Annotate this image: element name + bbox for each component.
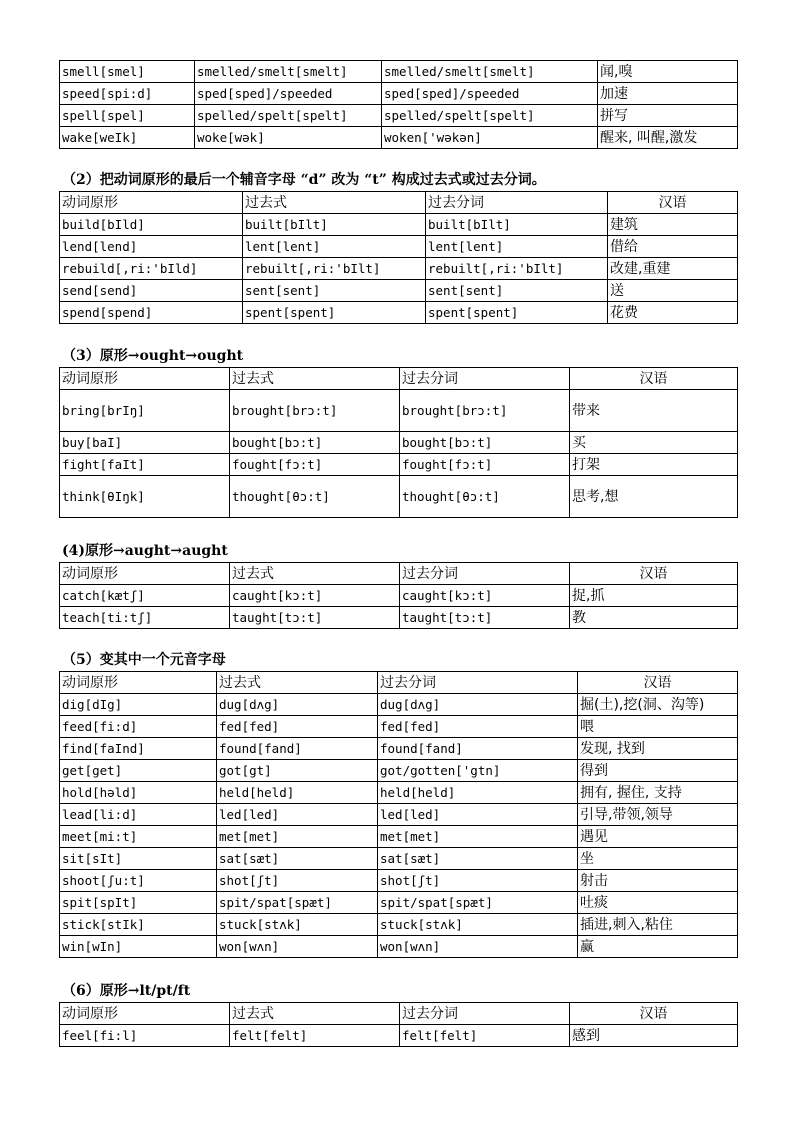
chinese-meaning-cell: 射击: [578, 870, 738, 892]
table-row: [60, 716, 738, 738]
column-header: 动词原形: [60, 1003, 230, 1025]
column-header: 动词原形: [60, 672, 217, 694]
table-row: [60, 585, 738, 607]
base-form-cell: meet[mi:t]: [60, 826, 217, 848]
past-tense-cell: sent[sent]: [243, 280, 426, 302]
table-row: [60, 892, 738, 914]
past-tense-cell: fought[fɔ:t]: [230, 454, 400, 476]
past-participle-cell: fought[fɔ:t]: [400, 454, 570, 476]
past-participle-cell: won[wʌn]: [378, 936, 578, 958]
base-form-cell: think[θIŋk]: [60, 476, 230, 518]
past-participle-cell: spit/spat[spæt]: [378, 892, 578, 914]
past-participle-cell: got/gotten['gtn]: [378, 760, 578, 782]
past-participle-cell: led[led]: [378, 804, 578, 826]
column-header: 动词原形: [60, 368, 230, 390]
chinese-meaning-cell: 得到: [578, 760, 738, 782]
table-row: [60, 280, 738, 302]
past-participle-cell: rebuilt[,ri:'bIlt]: [426, 258, 608, 280]
chinese-meaning-cell: 教: [570, 607, 738, 629]
past-participle-cell: smelled/smelt[smelt]: [382, 61, 598, 83]
column-header: 动词原形: [60, 563, 230, 585]
past-participle-cell: thought[θɔ:t]: [400, 476, 570, 518]
past-participle-cell: sped[sped]/speeded: [382, 83, 598, 105]
chinese-meaning-cell: 引导,带领,领导: [578, 804, 738, 826]
past-participle-cell: shot[ʃt]: [378, 870, 578, 892]
table-row: [60, 760, 738, 782]
past-tense-cell: spelled/spelt[spelt]: [195, 105, 382, 127]
base-form-cell: feed[fi:d]: [60, 716, 217, 738]
past-participle-cell: brought[brɔ:t]: [400, 390, 570, 432]
base-form-cell: bring[brIŋ]: [60, 390, 230, 432]
table-header-row: [60, 1003, 738, 1025]
past-tense-cell: taught[tɔ:t]: [230, 607, 400, 629]
table-row: [60, 127, 738, 149]
table-header-row: [60, 192, 738, 214]
base-form-cell: stick[stIk]: [60, 914, 217, 936]
base-form-cell: rebuild[,ri:'bIld]: [60, 258, 243, 280]
column-header: 过去分词: [400, 368, 570, 390]
column-header: 过去式: [230, 1003, 400, 1025]
table-row: [60, 848, 738, 870]
chinese-meaning-cell: 掘(土),挖(洞、沟等): [578, 694, 738, 716]
base-form-cell: sit[sIt]: [60, 848, 217, 870]
chinese-meaning-cell: 赢: [578, 936, 738, 958]
past-tense-cell: felt[felt]: [230, 1025, 400, 1047]
past-tense-cell: won[wʌn]: [217, 936, 378, 958]
base-form-cell: catch[kætʃ]: [60, 585, 230, 607]
chinese-meaning-cell: 建筑: [608, 214, 738, 236]
past-tense-cell: woke[wək]: [195, 127, 382, 149]
base-form-cell: wake[weIk]: [60, 127, 195, 149]
chinese-meaning-cell: 改建,重建: [608, 258, 738, 280]
past-tense-cell: got[gt]: [217, 760, 378, 782]
past-participle-cell: stuck[stʌk]: [378, 914, 578, 936]
table-row: [60, 302, 738, 324]
base-form-cell: shoot[ʃu:t]: [60, 870, 217, 892]
past-tense-cell: smelled/smelt[smelt]: [195, 61, 382, 83]
past-participle-cell: sent[sent]: [426, 280, 608, 302]
table-row: [60, 826, 738, 848]
table-row: [60, 694, 738, 716]
past-tense-cell: lent[lent]: [243, 236, 426, 258]
column-header: 汉语: [570, 1003, 738, 1025]
past-tense-cell: dug[dʌg]: [217, 694, 378, 716]
table-row: [60, 936, 738, 958]
base-form-cell: lend[lend]: [60, 236, 243, 258]
chinese-meaning-cell: 借给: [608, 236, 738, 258]
verb-table-d-to-t: [59, 191, 738, 324]
past-participle-cell: found[fand]: [378, 738, 578, 760]
chinese-meaning-cell: 喂: [578, 716, 738, 738]
past-tense-cell: built[bIlt]: [243, 214, 426, 236]
table-row: [60, 432, 738, 454]
chinese-meaning-cell: 插进,刺入,粘住: [578, 914, 738, 936]
chinese-meaning-cell: 感到: [570, 1025, 738, 1047]
table-row: [60, 258, 738, 280]
table-header-row: [60, 672, 738, 694]
past-participle-cell: spent[spent]: [426, 302, 608, 324]
verb-table-lt-pt-ft: [59, 1002, 738, 1047]
column-header: 过去式: [230, 368, 400, 390]
past-tense-cell: held[held]: [217, 782, 378, 804]
chinese-meaning-cell: 坐: [578, 848, 738, 870]
table-row: [60, 738, 738, 760]
table-body: [60, 390, 738, 518]
chinese-meaning-cell: 遇见: [578, 826, 738, 848]
table-header-row: [60, 368, 738, 390]
base-form-cell: feel[fi:l]: [60, 1025, 230, 1047]
column-header: 汉语: [570, 368, 738, 390]
past-tense-cell: brought[brɔ:t]: [230, 390, 400, 432]
past-participle-cell: spelled/spelt[spelt]: [382, 105, 598, 127]
column-header: 动词原形: [60, 192, 243, 214]
past-tense-cell: stuck[stʌk]: [217, 914, 378, 936]
base-form-cell: lead[li:d]: [60, 804, 217, 826]
past-participle-cell: built[bIlt]: [426, 214, 608, 236]
chinese-meaning-cell: 买: [570, 432, 738, 454]
table-row: [60, 870, 738, 892]
base-form-cell: smell[smel]: [60, 61, 195, 83]
past-tense-cell: caught[kɔ:t]: [230, 585, 400, 607]
chinese-meaning-cell: 花费: [608, 302, 738, 324]
section-heading-3: （3）原形→ought→ought: [62, 348, 244, 364]
past-tense-cell: found[fand]: [217, 738, 378, 760]
table-row: [60, 607, 738, 629]
past-participle-cell: held[held]: [378, 782, 578, 804]
base-form-cell: get[get]: [60, 760, 217, 782]
base-form-cell: dig[dIg]: [60, 694, 217, 716]
chinese-meaning-cell: 闻,嗅: [598, 61, 738, 83]
column-header: 汉语: [570, 563, 738, 585]
chinese-meaning-cell: 捉,抓: [570, 585, 738, 607]
column-header: 过去式: [217, 672, 378, 694]
table-row: [60, 105, 738, 127]
table-row: [60, 236, 738, 258]
past-participle-cell: woken['wəkən]: [382, 127, 598, 149]
verb-table-ought: [59, 367, 738, 518]
table-body: [60, 1025, 738, 1047]
section-heading-5: （5）变其中一个元音字母: [62, 652, 226, 668]
table-body: [60, 214, 738, 324]
chinese-meaning-cell: 带来: [570, 390, 738, 432]
verb-table-aught: [59, 562, 738, 629]
base-form-cell: fight[faIt]: [60, 454, 230, 476]
past-tense-cell: spit/spat[spæt]: [217, 892, 378, 914]
past-participle-cell: dug[dʌg]: [378, 694, 578, 716]
table-header-row: [60, 563, 738, 585]
base-form-cell: win[wIn]: [60, 936, 217, 958]
past-tense-cell: led[led]: [217, 804, 378, 826]
past-tense-cell: bought[bɔ:t]: [230, 432, 400, 454]
column-header: 汉语: [608, 192, 738, 214]
base-form-cell: spit[spIt]: [60, 892, 217, 914]
column-header: 过去分词: [400, 563, 570, 585]
past-participle-cell: sat[sæt]: [378, 848, 578, 870]
table-row: [60, 476, 738, 518]
past-tense-cell: rebuilt[,ri:'bIlt]: [243, 258, 426, 280]
past-tense-cell: sped[sped]/speeded: [195, 83, 382, 105]
past-participle-cell: felt[felt]: [400, 1025, 570, 1047]
base-form-cell: build[bIld]: [60, 214, 243, 236]
base-form-cell: spend[spend]: [60, 302, 243, 324]
column-header: 过去式: [230, 563, 400, 585]
past-tense-cell: met[met]: [217, 826, 378, 848]
base-form-cell: find[faInd]: [60, 738, 217, 760]
past-tense-cell: thought[θɔ:t]: [230, 476, 400, 518]
column-header: 过去分词: [400, 1003, 570, 1025]
table-row: [60, 1025, 738, 1047]
chinese-meaning-cell: 送: [608, 280, 738, 302]
table-body: [60, 694, 738, 958]
chinese-meaning-cell: 吐痰: [578, 892, 738, 914]
table-row: [60, 390, 738, 432]
table-body: [60, 585, 738, 629]
column-header: 汉语: [578, 672, 738, 694]
past-participle-cell: lent[lent]: [426, 236, 608, 258]
chinese-meaning-cell: 发现, 找到: [578, 738, 738, 760]
chinese-meaning-cell: 拥有, 握住, 支持: [578, 782, 738, 804]
chinese-meaning-cell: 拼写: [598, 105, 738, 127]
chinese-meaning-cell: 思考,想: [570, 476, 738, 518]
base-form-cell: buy[baI]: [60, 432, 230, 454]
table-row: [60, 83, 738, 105]
chinese-meaning-cell: 加速: [598, 83, 738, 105]
past-participle-cell: taught[tɔ:t]: [400, 607, 570, 629]
section-heading-6: （6）原形→lt/pt/ft: [62, 983, 191, 999]
verb-table-continued: [59, 60, 738, 149]
past-tense-cell: fed[fed]: [217, 716, 378, 738]
past-participle-cell: bought[bɔ:t]: [400, 432, 570, 454]
past-tense-cell: shot[ʃt]: [217, 870, 378, 892]
base-form-cell: hold[həld]: [60, 782, 217, 804]
column-header: 过去分词: [426, 192, 608, 214]
column-header: 过去式: [243, 192, 426, 214]
base-form-cell: spell[spel]: [60, 105, 195, 127]
past-participle-cell: fed[fed]: [378, 716, 578, 738]
past-tense-cell: spent[spent]: [243, 302, 426, 324]
past-participle-cell: caught[kɔ:t]: [400, 585, 570, 607]
table-row: [60, 214, 738, 236]
table-row: [60, 454, 738, 476]
past-tense-cell: sat[sæt]: [217, 848, 378, 870]
table-row: [60, 782, 738, 804]
verb-table-vowel-change: [59, 671, 738, 958]
past-participle-cell: met[met]: [378, 826, 578, 848]
table-row: [60, 61, 738, 83]
chinese-meaning-cell: 醒来, 叫醒,激发: [598, 127, 738, 149]
base-form-cell: send[send]: [60, 280, 243, 302]
base-form-cell: speed[spi:d]: [60, 83, 195, 105]
column-header: 过去分词: [378, 672, 578, 694]
section-heading-2: （2）把动词原形的最后一个辅音字母 “d” 改为 “t” 构成过去式或过去分词。: [62, 172, 546, 188]
table-body: [60, 61, 738, 149]
base-form-cell: teach[ti:tʃ]: [60, 607, 230, 629]
section-heading-4: (4)原形→aught→aught: [62, 543, 228, 559]
table-row: [60, 914, 738, 936]
chinese-meaning-cell: 打架: [570, 454, 738, 476]
table-row: [60, 804, 738, 826]
